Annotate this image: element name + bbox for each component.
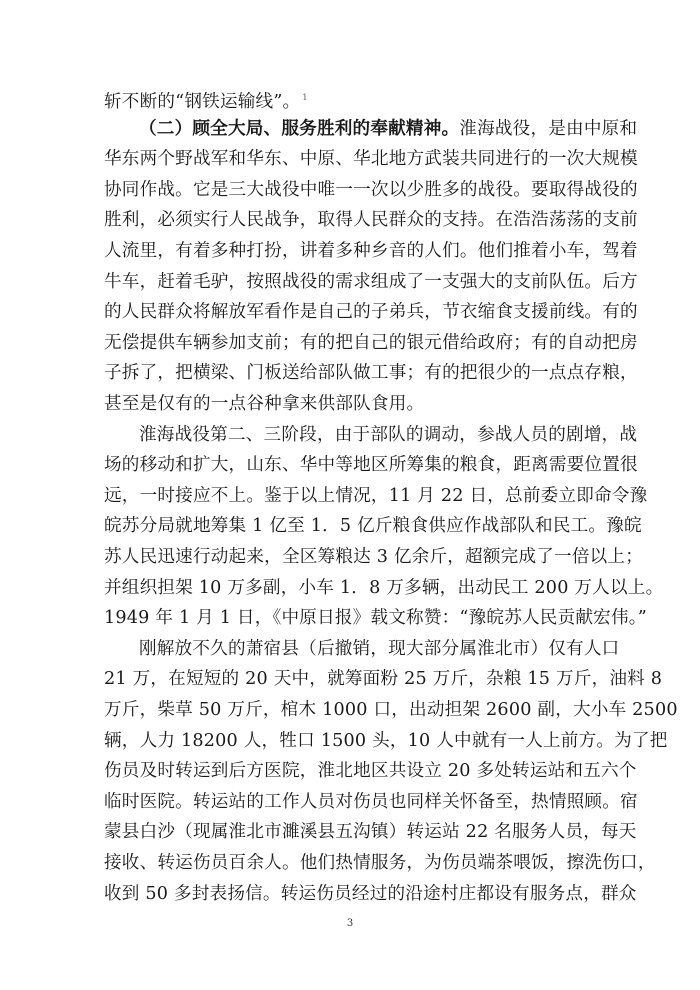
text-line	[104, 241, 638, 261]
line-text: 苏人民迅速行动起来，全区筹粮达 3 亿余斤，超额完成了一倍以上；	[104, 547, 644, 567]
line-text: 辆，人力 18200 人，牲口 1500 头，10 人中就有一人上前方。为了把	[104, 730, 668, 751]
line-text: 的人民群众将解放军看作是自己的子弟兵，节衣缩食支援前线。有的	[104, 302, 638, 323]
text-line	[104, 88, 597, 112]
text-line	[104, 700, 678, 720]
text-line	[139, 638, 620, 659]
line-text: 胜利，必须实行人民战争，取得人民群众的支持。在浩浩荡荡的支前	[104, 210, 638, 231]
line-text: 淮海战役，是由中原和	[459, 118, 638, 139]
text-line	[104, 394, 597, 414]
text-line	[104, 853, 656, 873]
footnote-marker: 1	[302, 93, 308, 102]
text-line	[104, 730, 668, 751]
page-number: 3	[346, 918, 354, 929]
text-line	[104, 547, 644, 567]
text-line	[104, 822, 637, 843]
line-text: 21 万，在短短的 20 天中，就筹面粉 25 万斤，杂粮 15 万斤，油料 8	[104, 669, 663, 690]
text-line	[104, 179, 638, 200]
text-line	[104, 791, 638, 812]
text-line	[104, 608, 647, 629]
text-line	[104, 577, 664, 598]
text-line	[104, 516, 642, 537]
text-line	[104, 271, 638, 292]
text-line	[139, 424, 638, 445]
text-line	[104, 363, 638, 384]
text-line	[104, 669, 663, 690]
line-text: 皖苏分局就地筹集 1 亿至 1．5 亿斤粮食供应作战部队和民工。豫皖	[104, 516, 642, 537]
text-line	[104, 302, 638, 323]
line-text: 人流里，有着多种打扮，讲着多种乡音的人们。他们推着小车，驾着	[104, 241, 638, 261]
line-text: 无偿提供车辆参加支前；有的把自己的银元借给政府；有的自动把房	[104, 332, 638, 353]
line-text: 场的移动和扩大，山东、华中等地区所筹集的粮食，距离需要位置很	[104, 455, 638, 476]
line-text: 斩不断的“钢铁运输线”。	[104, 91, 301, 112]
line-text: 临时医院。转运站的工作人员对伤员也同样关怀备至，热情照顾。宿	[104, 791, 638, 812]
line-text: 甚至是仅有的一点谷种拿来供部队食用。	[104, 394, 425, 414]
text-line	[104, 455, 638, 476]
text-line	[104, 485, 648, 506]
line-text: 1949 年 1 月 1 日，《中原日报》载文称赞：“豫皖苏人民贡献宏伟。”	[104, 608, 647, 629]
line-text: 协同作战。它是三大战役中唯一一次以少胜多的战役。要取得战役的	[104, 179, 638, 200]
line-text: 刚解放不久的萧宿县（后撤销，现大部分属淮北市）仅有人口	[139, 638, 620, 659]
text-line	[104, 332, 638, 353]
line-text: 万斤，柴草 50 万斤，棺木 1000 口，出动担架 2600 副，大小车 2500	[104, 700, 678, 720]
text-line	[104, 210, 638, 231]
line-text: 收到 50 多封表扬信。转运伤员经过的沿途村庄都设有服务点，群众	[104, 883, 637, 904]
line-text: 牛车，赶着毛驴，按照战役的需求组成了一支强大的支前队伍。后方	[104, 271, 638, 292]
text-line	[104, 761, 637, 782]
text-line	[104, 149, 638, 170]
line-text: 华东两个野战军和华东、中原、华北地方武装共同进行的一次大规模	[104, 149, 638, 170]
text-line	[104, 883, 637, 904]
line-text: 子拆了，把横梁、门板送给部队做工事；有的把很少的一点点存粮，	[104, 363, 638, 384]
line-text: 接收、转运伤员百余人。他们热情服务，为伤员端茶喂饭，擦洗伤口，	[104, 853, 656, 873]
line-text: 淮海战役第二、三阶段，由于部队的调动，参战人员的剧增，战	[139, 424, 638, 445]
line-text: 并组织担架 10 万多副，小车 1．8 万多辆，出动民工 200 万人以上。	[104, 577, 664, 598]
line-text: 远，一时接应不上。鉴于以上情况，11 月 22 日，总前委立即命令豫	[104, 485, 648, 506]
line-text: 蒙县白沙（现属淮北市濉溪县五沟镇）转运站 22 名服务人员，每天	[104, 822, 637, 843]
section-heading-line	[139, 117, 638, 139]
section-heading: （二）顾全大局、服务胜利的奉献精神。	[139, 117, 460, 139]
line-text: 伤员及时转运到后方医院，淮北地区共设立 20 多处转运站和五六个	[104, 761, 637, 782]
